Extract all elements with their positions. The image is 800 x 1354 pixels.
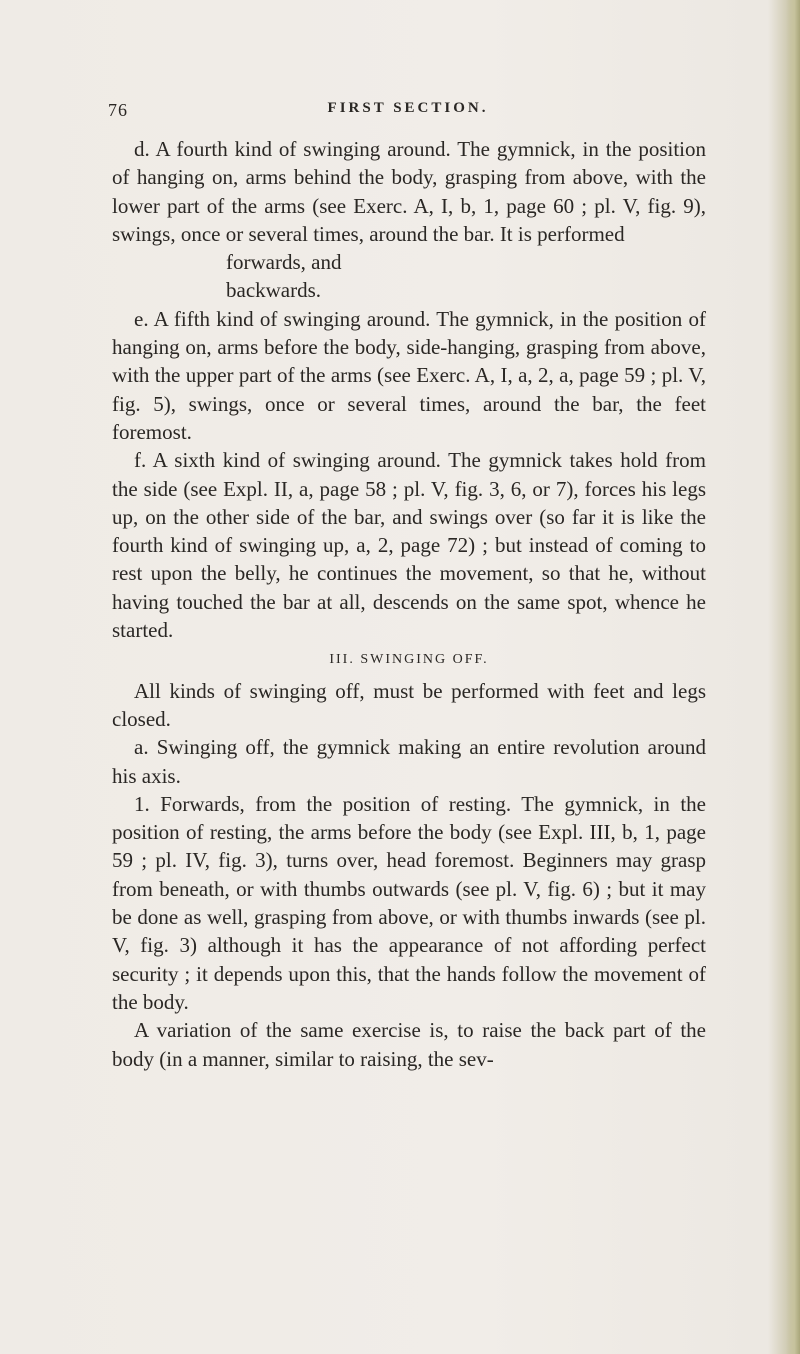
running-title: FIRST SECTION. [327,100,489,116]
paragraph-f: f. A sixth kind of swinging around. The gymnick takes hold from the side (see Expl. II, a, page 58 ; pl. V, fig. 3, 6, or 7), forces his legs up, on the other side of the bar, and swings over (so far it is like the fourth kind of swinging up, a, 2, page 72) ; but instead of coming to rest upon the belly, he continues the movement, so that he, without having touched the bar at all, descends on the same spot, whence he started. [112,448,706,643]
paragraph-d-backwards: backwards. [226,278,322,303]
section-heading: III. SWINGING OFF. [329,652,489,668]
paragraph-a: a. Swinging off, the gymnick making an entire revolution around his axis. [112,735,706,788]
paragraph-e: e. A fifth kind of swinging around. The gymnick, in the position of hanging on, arms before the body, side-hanging, grasping from above, with the upper part of the arms (see Exerc. A, I, a, 2, a, page 59 ; pl. V, fig. 5), swings, once or several times, around the bar, the feet foremost. [112,306,706,444]
paragraph-variation: A variation of the same exercise is, to raise the back part of the body (in a manner, similar to raising, the sev- [112,1018,706,1071]
paragraph-intro: All kinds of swinging off, must be performed with feet and legs closed. [112,678,706,731]
page-header [108,100,708,128]
paragraph-a-1: 1. Forwards, from the position of resting. The gymnick, in the position of resting, the arms before the body (see Expl. III, b, 1, page 59 ; pl. IV, fig. 3), turns over, head foremost. Beginners may grasp from beneath, or with thumbs outwards (see pl. V, fig. 6) ; but it may be done as well, grasping from above, or with thumbs inwards (see pl. V, fig. 3) although it has the appearance of not affording perfect security ; it depends upon this, that the hands follow the movement of the body. [112,791,706,1014]
paragraph-d-forwards: forwards, and [226,250,342,275]
page-number: 76 [108,100,128,120]
page-edge [786,0,800,1354]
paragraph-d: d. A fourth kind of swinging around. The gymnick, in the position of hanging on, arms behind the body, grasping from above, with the lower part of the arms (see Exerc. A, I, b, 1, page 60 ; pl. V, fig. 9), swings, once or several times, around the bar. It is performed [112,137,706,246]
body-text [112,135,706,1073]
